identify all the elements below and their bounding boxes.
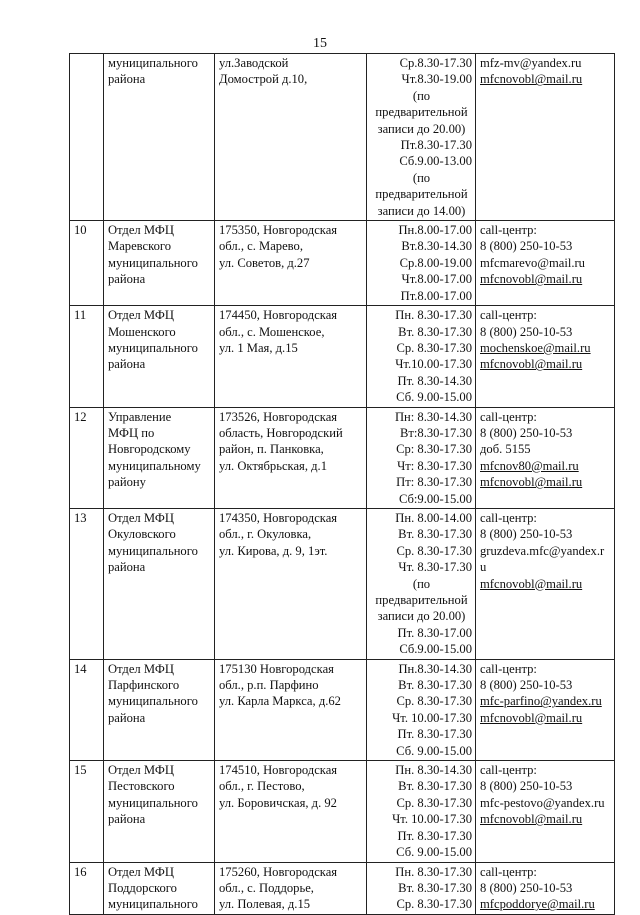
contact-text: 8 (800) 250-10-53 [480, 324, 573, 339]
contact-line [480, 677, 611, 693]
email-link[interactable]: mochenskoe@mail.ru [480, 340, 591, 355]
office-name: Управление МФЦ по Новгородскому муниципальному району [104, 407, 215, 508]
contact-text: mfc-pestovo@yandex.ru [480, 795, 605, 810]
hours-line: Чт.10.00-17.30 [395, 357, 472, 372]
hours-line: Пн. 8.30-14.30 [395, 763, 472, 778]
contact-line [480, 778, 611, 794]
hours-line: (по [412, 576, 431, 591]
office-hours [367, 306, 476, 407]
hours-line: Сб.9.00-15.00 [399, 642, 472, 657]
office-name: Отдел МФЦ Окуловского муниципального района [104, 508, 215, 659]
contact-line [480, 474, 611, 490]
office-address: 173526, Новгородская область, Новгородский район, п. Панковка, ул. Октябрьская, д.1 [215, 407, 367, 508]
hours-line: (по [412, 88, 431, 103]
hours-line: Вт. 8.30-17.30 [398, 527, 472, 542]
contact-line [480, 559, 611, 575]
hours-line: Пт. 8.30-17.30 [397, 828, 472, 843]
contact-text: call-центр: [480, 308, 537, 323]
hours-line: Чт: 8.30-17.30 [397, 458, 472, 473]
office-name: Отдел МФЦ Пестовского муниципального района [104, 761, 215, 862]
hours-line: Вт.8.30-14.30 [401, 239, 472, 254]
contact-line [480, 762, 611, 778]
hours-line: Пн. 8.00-14.00 [395, 510, 472, 525]
contact-text: call-центр: [480, 661, 537, 676]
office-contacts [476, 407, 615, 508]
office-name: Отдел МФЦ Парфинского муниципального района [104, 659, 215, 760]
row-number: 12 [70, 407, 104, 508]
hours-line: Сб. 9.00-15.00 [396, 845, 472, 860]
contact-text: call-центр: [480, 864, 537, 879]
contact-line [480, 441, 611, 457]
hours-line: предварительной [375, 187, 468, 202]
office-name: муниципального района [104, 54, 215, 221]
row-number [70, 54, 104, 221]
office-contacts [476, 508, 615, 659]
page-number: 15 [313, 36, 327, 51]
table-row [70, 221, 615, 306]
contact-line [480, 880, 611, 896]
table-body [70, 54, 615, 915]
hours-line: Пн.8.00-17.00 [398, 223, 472, 238]
contact-line [480, 271, 611, 287]
contact-line [480, 693, 611, 709]
email-link[interactable]: mfcnovobl@mail.ru [480, 357, 583, 372]
contact-line [480, 71, 611, 87]
table-row [70, 862, 615, 914]
table-row [70, 407, 615, 508]
contact-line [480, 340, 611, 356]
table-row [70, 659, 615, 760]
office-hours [367, 54, 476, 221]
hours-line: предварительной [375, 105, 468, 120]
hours-line: Сб:9.00-15.00 [398, 491, 472, 506]
hours-line: Чт.8.30-19.00 [401, 72, 472, 87]
hours-line: Пн: 8.30-14.30 [394, 409, 472, 424]
contact-line [480, 510, 611, 526]
contact-line [480, 409, 611, 425]
office-hours [367, 407, 476, 508]
hours-line: Ср. 8.30-17.30 [396, 340, 472, 355]
contact-line [480, 661, 611, 677]
contact-text: mfz-mv@yandex.ru [480, 56, 582, 70]
hours-line: Пт. 8.30-14.30 [397, 373, 472, 388]
email-link[interactable]: mfcnovobl@mail.ru [480, 72, 583, 87]
office-address: 174350, Новгородская обл., г. Окуловка, ул. Кирова, д. 9, 1эт. [215, 508, 367, 659]
hours-line: Ср. 8.30-17.30 [396, 897, 472, 912]
hours-line: Пн. 8.30-17.30 [395, 308, 472, 323]
contact-line [480, 864, 611, 880]
office-hours [367, 221, 476, 306]
contact-line [480, 356, 611, 372]
row-number: 11 [70, 306, 104, 407]
contact-text: call-центр: [480, 510, 537, 525]
email-link[interactable]: mfcnovobl@mail.ru [480, 272, 583, 287]
office-name: Отдел МФЦ Поддорского муниципального [104, 862, 215, 914]
contact-text: 8 (800) 250-10-53 [480, 239, 573, 254]
contact-line [480, 307, 611, 323]
contact-text: u [480, 560, 487, 575]
hours-line: Пт. 8.30-17.00 [397, 625, 472, 640]
office-hours [367, 761, 476, 862]
hours-line: записи до 14.00) [377, 203, 466, 218]
hours-line: Пн. 8.30-17.30 [395, 864, 472, 879]
contact-line [480, 795, 611, 811]
contact-line [480, 458, 611, 474]
office-contacts [476, 862, 615, 914]
contact-text: gruzdeva.mfc@yandex.r [480, 543, 605, 558]
mfc-offices-table [69, 53, 615, 915]
table-row [70, 761, 615, 862]
hours-line: Сб. 9.00-15.00 [396, 743, 472, 758]
hours-line: Сб. 9.00-15.00 [396, 390, 472, 405]
hours-line: записи до 20.00) [377, 121, 466, 136]
contact-line [480, 811, 611, 827]
contact-text: mfcmarevo@mail.ru [480, 255, 585, 270]
contact-line [480, 425, 611, 441]
table-row [70, 508, 615, 659]
row-number: 15 [70, 761, 104, 862]
hours-line: Вт. 8.30-17.30 [398, 779, 472, 794]
office-address: ул.Заводской Домострой д.10, [215, 54, 367, 221]
hours-line: Ср. 8.30-17.30 [396, 795, 472, 810]
contact-text: call-центр: [480, 763, 537, 778]
contact-text: call-центр: [480, 409, 537, 424]
contact-line [480, 222, 611, 238]
hours-line: Ср: 8.30-17.30 [396, 442, 472, 457]
office-contacts [476, 659, 615, 760]
office-address: 175260, Новгородская обл., с. Поддорье, ул. Полевая, д.15 [215, 862, 367, 914]
table-row [70, 306, 615, 407]
office-contacts [476, 54, 615, 221]
contact-text: 8 (800) 250-10-53 [480, 425, 573, 440]
office-hours [367, 508, 476, 659]
contact-text: 8 (800) 250-10-53 [480, 678, 573, 693]
office-contacts [476, 761, 615, 862]
hours-line: Ср. 8.30-17.30 [396, 694, 472, 709]
office-contacts [476, 306, 615, 407]
hours-line: (по [412, 170, 431, 185]
row-number: 10 [70, 221, 104, 306]
hours-line: Пт.8.30-17.30 [400, 138, 472, 153]
email-link[interactable]: mfcnovobl@mail.ru [480, 576, 583, 591]
contact-line [480, 255, 611, 271]
hours-line: Вт. 8.30-17.30 [398, 678, 472, 693]
office-address: 175350, Новгородская обл., с. Марево, ул. Советов, д.27 [215, 221, 367, 306]
contact-line [480, 238, 611, 254]
hours-line: Вт:8.30-17.30 [400, 425, 472, 440]
email-link[interactable]: mfcnov80@mail.ru [480, 458, 579, 473]
hours-line: Чт.8.00-17.00 [401, 272, 472, 287]
office-address: 174450, Новгородская обл., с. Мошенское, ул. 1 Мая, д.15 [215, 306, 367, 407]
contact-line [480, 526, 611, 542]
contact-line [480, 710, 611, 726]
office-address: 174510, Новгородская обл., г. Пестово, ул. Боровичская, д. 92 [215, 761, 367, 862]
contact-line [480, 576, 611, 592]
hours-line: Вт. 8.30-17.30 [398, 324, 472, 339]
email-link[interactable]: mfcnovobl@mail.ru [480, 475, 583, 490]
hours-line: предварительной [375, 593, 468, 607]
office-name: Отдел МФЦ Маревского муниципального района [104, 221, 215, 306]
hours-line: Пт. 8.30-17.30 [397, 727, 472, 742]
email-link[interactable]: mfcnovobl@mail.ru [480, 812, 583, 827]
email-link[interactable]: mfcpoddorye@mail.ru [480, 897, 595, 912]
contact-line [480, 324, 611, 340]
hours-line: Ср.8.30-17.30 [399, 56, 472, 70]
contact-line [480, 543, 611, 559]
contact-text: call-центр: [480, 223, 537, 238]
email-link[interactable]: mfc-parfino@yandex.ru [480, 694, 602, 709]
hours-line: Ср.8.00-19.00 [399, 255, 472, 270]
email-link[interactable]: mfcnovobl@mail.ru [480, 710, 583, 725]
office-contacts [476, 221, 615, 306]
office-address: 175130 Новгородская обл., р.п. Парфино ул. Карла Маркса, д.62 [215, 659, 367, 760]
contact-line [480, 55, 611, 71]
office-hours [367, 862, 476, 914]
office-hours [367, 659, 476, 760]
office-name: Отдел МФЦ Мошенского муниципального района [104, 306, 215, 407]
contact-text: 8 (800) 250-10-53 [480, 527, 573, 542]
row-number: 14 [70, 659, 104, 760]
contact-text: доб. 5155 [480, 442, 531, 457]
hours-line: Пт: 8.30-17.30 [396, 475, 472, 490]
hours-line: Чт. 8.30-17.30 [398, 560, 472, 575]
row-number: 16 [70, 862, 104, 914]
hours-line: Пн.8.30-14.30 [398, 661, 472, 676]
table-row [70, 54, 615, 221]
contact-text: 8 (800) 250-10-53 [480, 880, 573, 895]
hours-line: Пт.8.00-17.00 [400, 288, 472, 303]
hours-line: записи до 20.00) [377, 609, 466, 624]
hours-line: Сб.9.00-13.00 [399, 154, 472, 169]
hours-line: Вт. 8.30-17.30 [398, 880, 472, 895]
hours-line: Чт. 10.00-17.30 [392, 812, 472, 827]
row-number: 13 [70, 508, 104, 659]
contact-text: 8 (800) 250-10-53 [480, 779, 573, 794]
hours-line: Чт. 10.00-17.30 [392, 710, 472, 725]
hours-line: Ср. 8.30-17.30 [396, 543, 472, 558]
